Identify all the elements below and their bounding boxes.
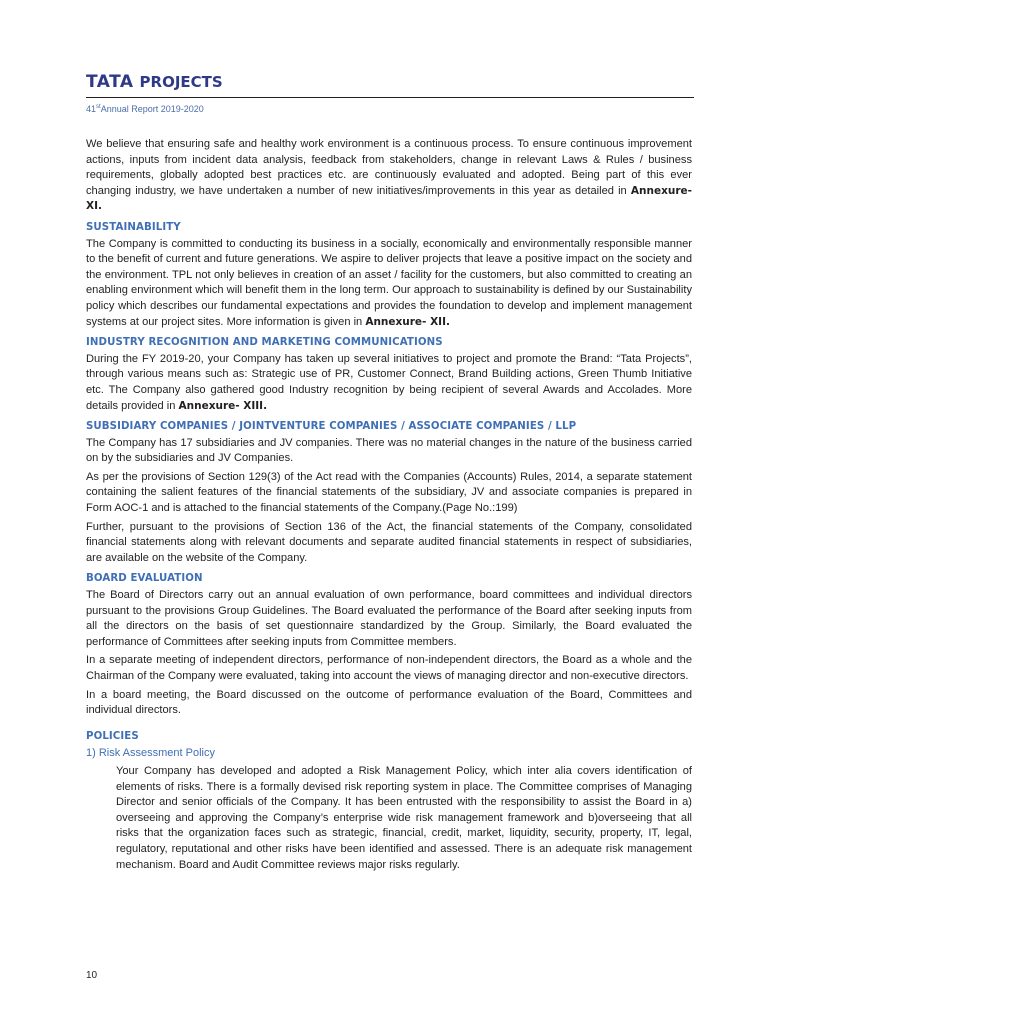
section-heading-board-evaluation: BOARD EVALUATION [86,573,203,585]
page-number: 10 [86,970,98,981]
board-paragraph-2: In a separate meeting of independent directors, performance of non-independent directors, the Board as a whole and the Chairman of the Company were evaluated, taking into account the views of managing director and non-executive directors. [86,654,692,682]
section-heading-policies: POLICIES [86,730,139,742]
risk-policy-paragraph: Your Company has developed and adopted a Risk Management Policy, which inter alia covers identification of elements of risks. There is a formally devised risk reporting system in place. The Committee comprises of Managing Director and senior officials of the Company. It has been entrusted with the responsibility to assist the Board in a) overseeing and approving the Company’s enterprise wide risk management framework and b)overseeing that all risks that the organization faces such as strategic, financial, credit, market, liquidity, security, property, IT, legal, regulatory, reputational and other risks have been identified and assessed. There is an adequate risk management mechanism. Board and Audit Committee reviews major risks regularly. [116,764,692,871]
intro-paragraph: We believe that ensuring safe and healthy work environment is a continuous process. To ensure continuous improvement actions, inputs from incident data analysis, feedback from stakeholders, change in relevant Laws & Rules / business requirements, globally adopted best practices etc. are continuously evaluated and adopted. Being part of this ever changing industry, we have undertaken a number of new initiatives/improvements in this year as detailed in Annexure- XI. [86,138,692,213]
logo-wordmark: TATA [86,72,134,92]
subsidiary-paragraph-1: The Company has 17 subsidiaries and JV companies. There was no material changes in the nature of the business carried on by the subsidiaries and JV Companies. [86,436,692,465]
main-content [86,137,692,873]
company-logo [86,72,223,92]
header-rule [86,97,694,98]
company-name: PROJECTS [139,73,223,91]
annexure-reference: Annexure- XIII. [178,399,268,412]
sustainability-paragraph: The Company is committed to conducting its business in a socially, economically and environmentally responsible manner to the benefit of current and future generations. We aspire to deliver projects that leave a positive impact on the society and the environment. TPL not only believes in creation of an asset / facility for the customers, but also committed to creating an enabling environment which will benefit them in the long term. Our approach to sustainability is defined by our Sustainability policy which describes our fundamental expectations and provides the foundation to develop and implement management systems at our project sites. More information is given in Annexure- XII. [86,237,692,328]
subsidiary-paragraph-2: As per the provisions of Section 129(3) of the Act read with the Companies (Accounts) Rules, 2014, a separate statement containing the salient features of the financial statements of the subsidiary, JV and associate companies is prepared in Form AOC-1 and is attached to the financial statements of the Company.(Page No.:199) [86,470,692,515]
annexure-reference: Annexure- XII. [365,315,450,328]
annexure-reference: Annexure- XI. [86,184,692,213]
section-heading-subsidiary: SUBSIDIARY COMPANIES / JOINTVENTURE COMPANIES / ASSOCIATE COMPANIES / LLP [86,421,577,433]
board-paragraph-3: In a board meeting, the Board discussed on the outcome of performance evaluation of the Board, Committees and individual directors. [86,688,692,717]
board-paragraph-1: The Board of Directors carry out an annual evaluation of own performance, board committees and individual directors pursuant to the provisions Group Guidelines. The Board evaluated the performance of the Board after seeking inputs from all the directors on the basis of set questionnaire standardized by the Group. Similarly, the Board evaluated the performance of Committees after seeking inputs from Committee members. [86,589,692,648]
industry-paragraph: During the FY 2019-20, your Company has taken up several initiatives to project and promote the Brand: “Tata Projects”, through various means such as: Strategic use of PR, Customer Connect, Brand Building actions, Green Thumb Initiative etc. The Company also gathered good Industry recognition by being recipient of several Awards and Accolades. More details provided in Annexure- XIII. [86,352,692,412]
section-heading-industry: INDUSTRY RECOGNITION AND MARKETING COMMUNICATIONS [86,337,443,349]
report-title: 41stAnnual Report 2019-2020 [86,104,204,114]
section-heading-sustainability: SUSTAINABILITY [86,221,181,233]
subheading-risk-assessment-policy: 1) Risk Assessment Policy [86,747,215,760]
subsidiary-paragraph-3: Further, pursuant to the provisions of Section 136 of the Act, the financial statements of the Company, consolidated financial statements along with relevant documents and separate audited financial statements in respect of subsidiaries, are available on the website of the Company. [86,520,692,564]
